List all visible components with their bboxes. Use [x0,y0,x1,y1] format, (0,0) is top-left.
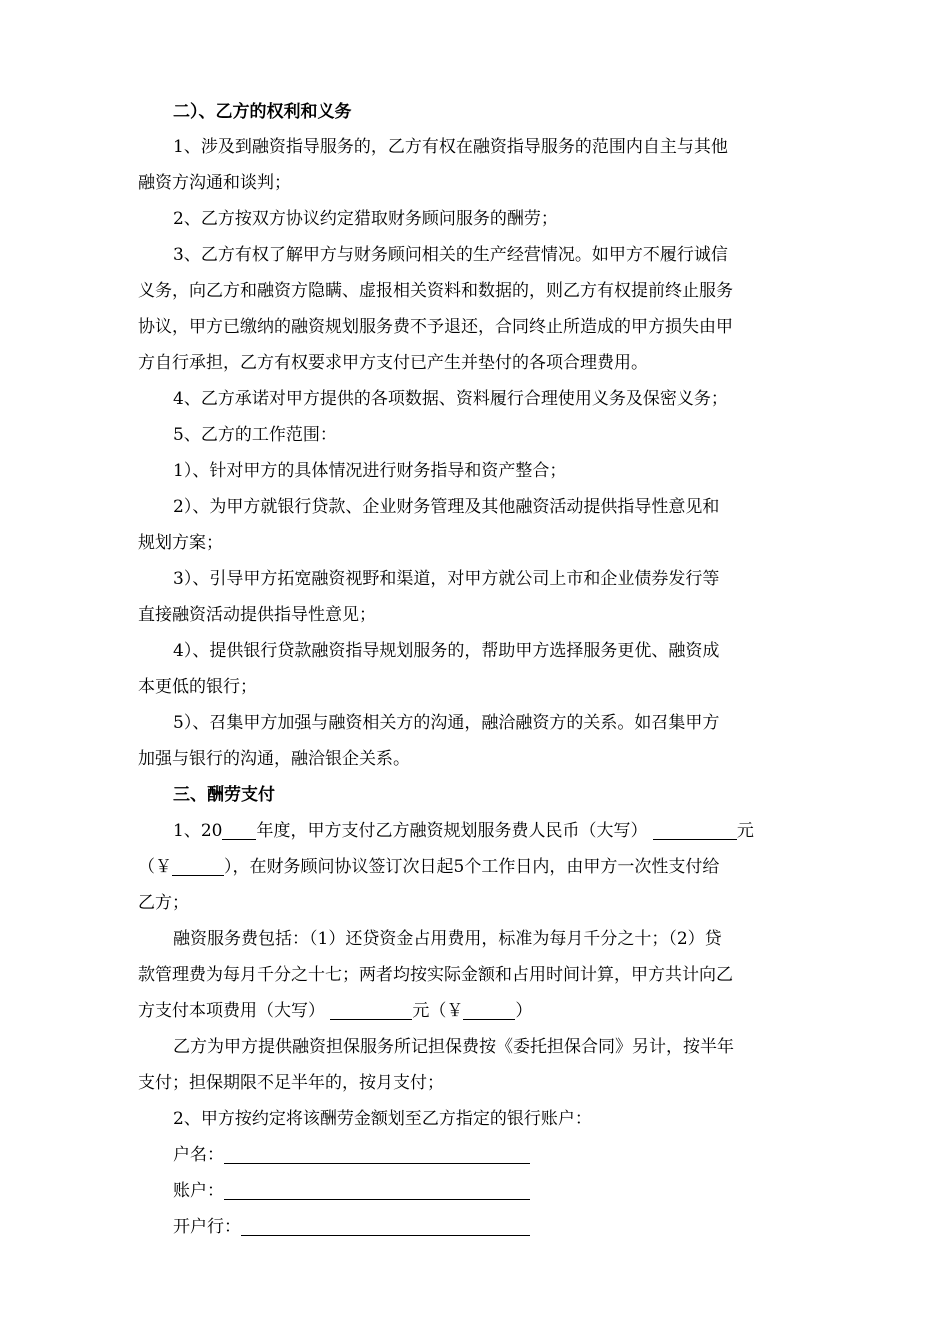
paragraph-line: 3）、引导甲方拓宽融资视野和渠道，对甲方就公司上市和企业债券发行等 [173,569,720,589]
paragraph-line: 1、涉及到融资指导服务的，乙方有权在融资指导服务的范围内自主与其他 [173,137,728,157]
blank-line [330,999,412,1020]
text-span: ），在财务顾问协议签订次日起5个工作日内，由甲方一次性支付给 [224,857,720,877]
account-name-row [173,1137,828,1173]
paragraph-line: 乙方； [138,893,189,913]
paragraph-line: 融资服务费包括：（1）还贷资金占用费用，标准为每月千分之十；（2）贷 [173,929,722,949]
paragraph-line [173,813,828,849]
paragraph-line: 协议，甲方已缴纳的融资规划服务费不予退还，合同终止所造成的甲方损失由甲 [138,317,733,337]
blank-line [653,819,737,840]
text-span: ） [515,1001,533,1021]
paragraph-line: 支付；担保期限不足半年的，按月支付； [138,1073,444,1093]
paragraph-line: 款管理费为每月千分之十七；两者均按实际金额和占用时间计算，甲方共计向乙 [138,965,733,985]
paragraph-line: 直接融资活动提供指导性意见； [138,605,376,625]
bank-row [173,1209,828,1245]
paragraph-line: 5、乙方的工作范围： [173,425,337,445]
text-span: 1、20 [173,821,223,841]
paragraph-line: 方自行承担，乙方有权要求甲方支付已产生并垫付的各项合理费用。 [138,353,648,373]
blank-line [463,999,515,1020]
paragraph-line [138,849,828,885]
text-span: 元 [736,821,754,841]
bank-label: 开户行： [173,1217,241,1237]
account-name-blank [224,1143,530,1164]
paragraph-line: 4、乙方承诺对甲方提供的各项数据、资料履行合理使用义务及保密义务； [173,389,728,409]
paragraph-line: 3、乙方有权了解甲方与财务顾问相关的生产经营情况。如甲方不履行诚信 [173,245,728,265]
paragraph-line: 乙方为甲方提供融资担保服务所记担保费按《委托担保合同》另计，按半年 [173,1037,734,1057]
bank-blank [241,1215,530,1236]
paragraph-line: 5）、召集甲方加强与融资相关方的沟通，融洽融资方的关系。如召集甲方 [173,713,720,733]
blank-line [222,819,256,840]
account-number-label: 账户： [173,1181,224,1201]
paragraph-line: 加强与银行的沟通，融洽银企关系。 [138,749,410,769]
paragraph-line: 1）、针对甲方的具体情况进行财务指导和资产整合； [173,461,567,481]
account-name-label: 户名： [173,1145,224,1165]
paragraph-line: 4）、提供银行贷款融资指导规划服务的，帮助甲方选择服务更优、融资成 [173,641,720,661]
blank-line [172,855,224,876]
section-heading: 二）、乙方的权利和义务 [173,102,352,122]
paragraph-line: 义务，向乙方和融资方隐瞒、虚报相关资料和数据的，则乙方有权提前终止服务 [138,281,733,301]
text-span: 年度，甲方支付乙方融资规划服务费人民币（大写） [256,821,648,841]
paragraph-line: 本更低的银行； [138,677,257,697]
account-number-row [173,1173,828,1209]
account-number-blank [224,1179,530,1200]
paragraph-line: 融资方沟通和谈判； [138,173,291,193]
text-span: 元（￥ [412,1001,464,1021]
paragraph-line [138,993,828,1029]
paragraph-line: 规划方案； [138,533,223,553]
paragraph-line: 2、乙方按双方协议约定猎取财务顾问服务的酬劳； [173,209,558,229]
paragraph-line: 2、甲方按约定将该酬劳金额划至乙方指定的银行账户： [173,1109,592,1129]
paragraph-line: 2）、为甲方就银行贷款、企业财务管理及其他融资活动提供指导性意见和 [173,497,720,517]
section-heading: 三、酬劳支付 [173,785,275,805]
text-span: 方支付本项费用（大写） [138,1001,325,1021]
text-span: （￥ [138,857,172,877]
